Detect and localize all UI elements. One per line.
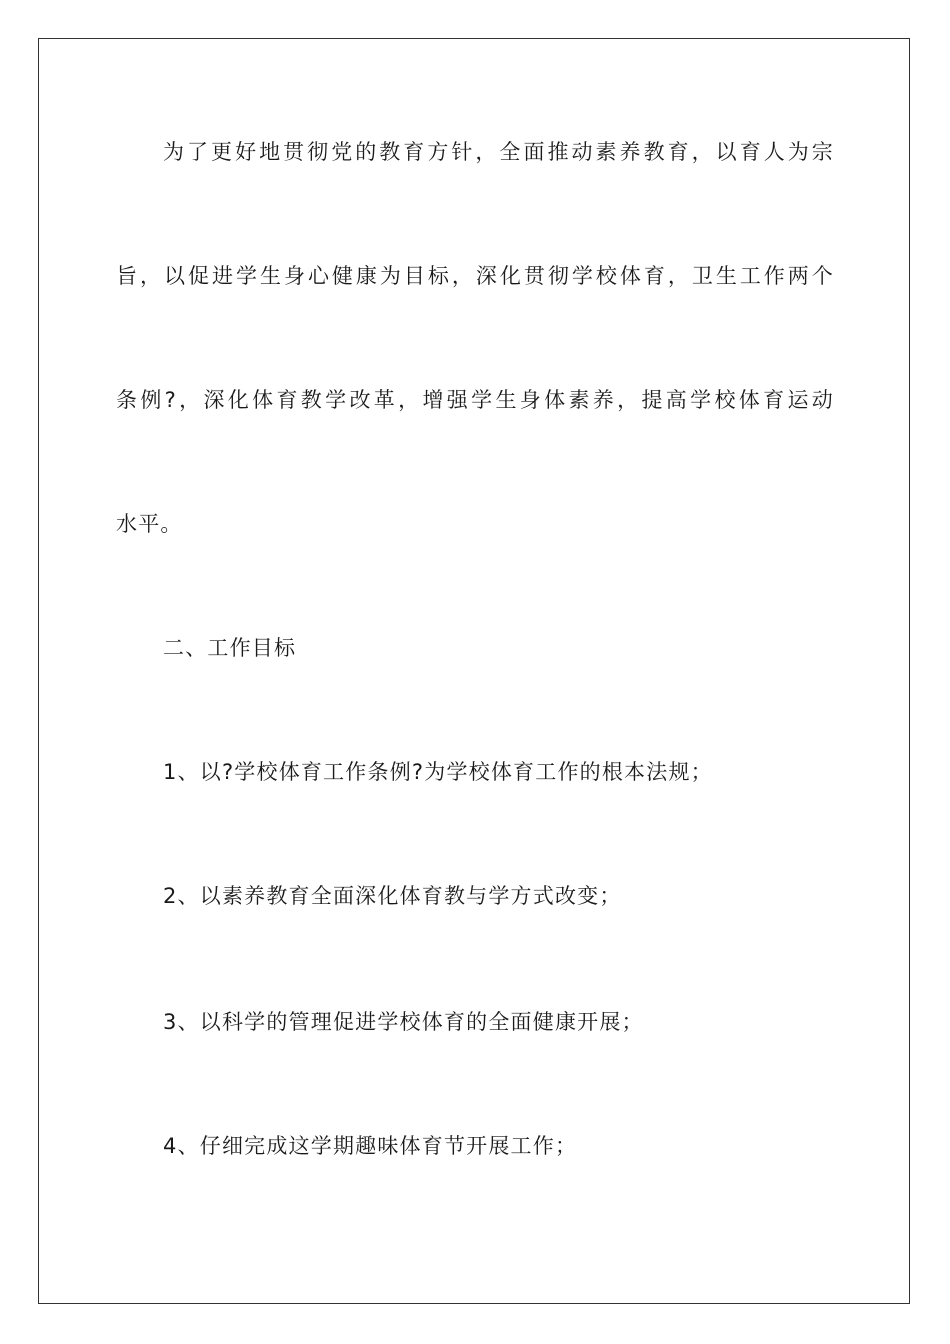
goal-item-1: 1、以?学校体育工作条例?为学校体育工作的根本法规； — [163, 760, 713, 784]
goal-item-4: 4、仔细完成这学期趣味体育节开展工作； — [163, 1134, 578, 1158]
goal-item-3: 3、以科学的管理促进学校体育的全面健康开展； — [163, 1010, 644, 1034]
goal-item-2: 2、以素养教育全面深化体育教与学方式改变； — [163, 884, 622, 908]
section-heading: 二、工作目标 — [163, 636, 297, 660]
page-frame — [38, 38, 910, 1304]
paragraph-line-2: 旨，以促进学生身心健康为目标，深化贯彻学校体育，卫生工作两个 — [116, 264, 834, 288]
paragraph-line-1: 为了更好地贯彻党的教育方针，全面推动素养教育，以育人为宗 — [163, 140, 834, 164]
paragraph-line-3: 条例?，深化体育教学改革，增强学生身体素养，提高学校体育运动 — [116, 388, 834, 412]
paragraph-line-4: 水平。 — [116, 512, 183, 536]
